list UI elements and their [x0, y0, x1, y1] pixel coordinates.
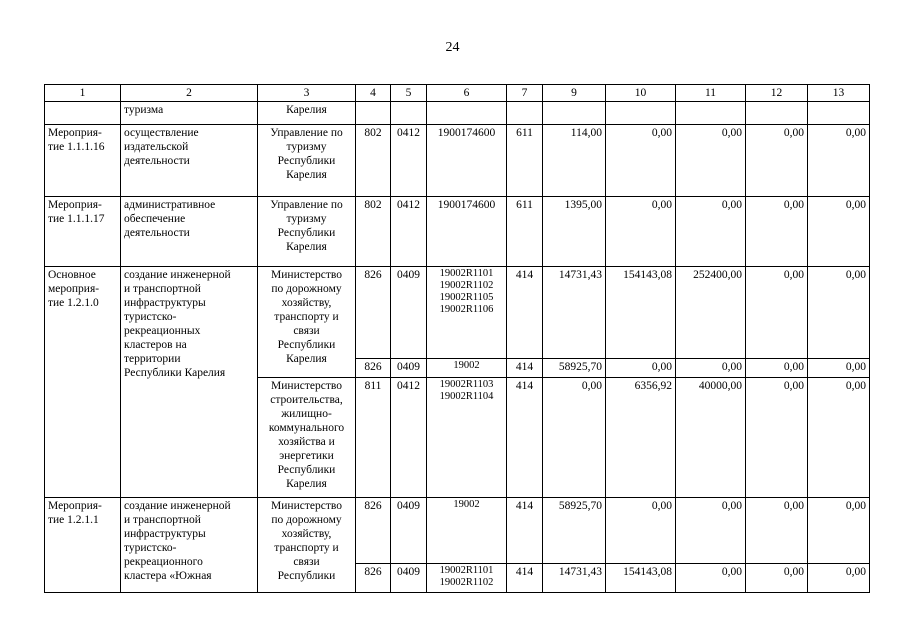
cell-rzpr: 0409	[391, 267, 427, 359]
cell-value: 0,00	[808, 359, 870, 378]
cell-csr: 19002	[427, 359, 507, 378]
event-id: Мероприя- тие 1.1.1.17	[45, 197, 121, 267]
cell-grbs: 826	[356, 267, 391, 359]
cell-value: 0,00	[676, 564, 746, 593]
header-cell: 6	[427, 85, 507, 102]
cell-value: 0,00	[676, 359, 746, 378]
header-cell: 4	[356, 85, 391, 102]
event-name: создание инженерной и транспортной инфраструктуры туристско- рекреационного кластера «Южная	[121, 498, 258, 593]
cell-rzpr: 0412	[391, 125, 427, 197]
cell-value: 0,00	[676, 498, 746, 564]
executor: Управление по туризму Республики Карелия	[258, 125, 356, 197]
cell-rzpr: 0412	[391, 197, 427, 267]
cell-vr: 611	[507, 125, 543, 197]
header-row	[45, 85, 870, 102]
executor: Управление по туризму Республики Карелия	[258, 197, 356, 267]
cell-value	[808, 102, 870, 125]
cell-grbs: 811	[356, 378, 391, 498]
cell-value: 0,00	[746, 498, 808, 564]
event-id	[45, 102, 121, 125]
table-row	[45, 125, 870, 197]
cell-csr: 19002R1101 19002R1102 19002R1105 19002R1106	[427, 267, 507, 359]
cell-vr: 414	[507, 498, 543, 564]
cell-value	[746, 102, 808, 125]
cell-grbs: 826	[356, 498, 391, 564]
cell-value: 0,00	[606, 498, 676, 564]
cell-csr: 1900174600	[427, 125, 507, 197]
event-name: административное обеспечение деятельности	[121, 197, 258, 267]
cell-csr: 19002	[427, 498, 507, 564]
cell-rzpr: 0412	[391, 378, 427, 498]
executor: Министерство строительства, жилищно- коммунального хозяйства и энергетики Республики Карелия	[258, 378, 356, 498]
cell-value: 0,00	[746, 197, 808, 267]
cell-value: 14731,43	[543, 267, 606, 359]
header-cell: 9	[543, 85, 606, 102]
cell-rzpr: 0409	[391, 564, 427, 593]
cell-grbs: 826	[356, 359, 391, 378]
cell-value: 0,00	[543, 378, 606, 498]
cell-value	[543, 102, 606, 125]
cell-value: 0,00	[606, 125, 676, 197]
cell-value: 0,00	[746, 125, 808, 197]
cell-value: 0,00	[746, 267, 808, 359]
header-cell: 5	[391, 85, 427, 102]
header-cell: 3	[258, 85, 356, 102]
cell-grbs: 826	[356, 564, 391, 593]
cell-value: 0,00	[746, 564, 808, 593]
cell-grbs	[356, 102, 391, 125]
cell-rzpr	[391, 102, 427, 125]
cell-value: 114,00	[543, 125, 606, 197]
cell-value: 0,00	[808, 564, 870, 593]
event-name: туризма	[121, 102, 258, 125]
cell-value: 58925,70	[543, 498, 606, 564]
event-name: создание инженерной и транспортной инфраструктуры туристско- рекреационных кластеров на территории Республики Карелия	[121, 267, 258, 498]
cell-value: 0,00	[746, 359, 808, 378]
cell-value: 0,00	[808, 197, 870, 267]
cell-value: 58925,70	[543, 359, 606, 378]
cell-value	[676, 102, 746, 125]
cell-csr: 19002R1103 19002R1104	[427, 378, 507, 498]
header-cell: 11	[676, 85, 746, 102]
cell-value: 0,00	[676, 197, 746, 267]
executor: Министерство по дорожному хозяйству, транспорту и связи Республики Карелия	[258, 267, 356, 378]
cell-value: 0,00	[808, 267, 870, 359]
page-number: 24	[445, 40, 460, 55]
cell-csr: 19002R1101 19002R1102	[427, 564, 507, 593]
table-row	[45, 102, 870, 125]
cell-rzpr: 0409	[391, 359, 427, 378]
cell-value: 0,00	[606, 197, 676, 267]
header-cell: 2	[121, 85, 258, 102]
cell-value: 0,00	[676, 125, 746, 197]
cell-vr: 414	[507, 564, 543, 593]
event-id: Мероприя- тие 1.2.1.1	[45, 498, 121, 593]
cell-value: 40000,00	[676, 378, 746, 498]
header-cell: 7	[507, 85, 543, 102]
executor: Карелия	[258, 102, 356, 125]
event-id: Основное мероприя- тие 1.2.1.0	[45, 267, 121, 498]
event-id: Мероприя- тие 1.1.1.16	[45, 125, 121, 197]
cell-grbs: 802	[356, 125, 391, 197]
cell-rzpr: 0409	[391, 498, 427, 564]
cell-value: 0,00	[746, 378, 808, 498]
table-row	[45, 498, 870, 564]
event-name: осуществление издательской деятельности	[121, 125, 258, 197]
cell-csr: 1900174600	[427, 197, 507, 267]
header-cell: 12	[746, 85, 808, 102]
cell-vr: 414	[507, 378, 543, 498]
cell-value: 1395,00	[543, 197, 606, 267]
cell-value: 14731,43	[543, 564, 606, 593]
cell-value: 252400,00	[676, 267, 746, 359]
cell-vr: 414	[507, 267, 543, 359]
header-cell: 10	[606, 85, 676, 102]
header-cell: 1	[45, 85, 121, 102]
cell-vr	[507, 102, 543, 125]
table-row	[45, 197, 870, 267]
executor: Министерство по дорожному хозяйству, транспорту и связи Республики	[258, 498, 356, 593]
cell-grbs: 802	[356, 197, 391, 267]
cell-value: 0,00	[606, 359, 676, 378]
budget-table	[44, 84, 870, 593]
cell-value: 154143,08	[606, 267, 676, 359]
cell-value: 6356,92	[606, 378, 676, 498]
header-cell: 13	[808, 85, 870, 102]
cell-value: 0,00	[808, 378, 870, 498]
cell-value: 0,00	[808, 125, 870, 197]
cell-value	[606, 102, 676, 125]
cell-csr	[427, 102, 507, 125]
table-row	[45, 267, 870, 359]
cell-value: 154143,08	[606, 564, 676, 593]
cell-value: 0,00	[808, 498, 870, 564]
cell-vr: 414	[507, 359, 543, 378]
cell-vr: 611	[507, 197, 543, 267]
